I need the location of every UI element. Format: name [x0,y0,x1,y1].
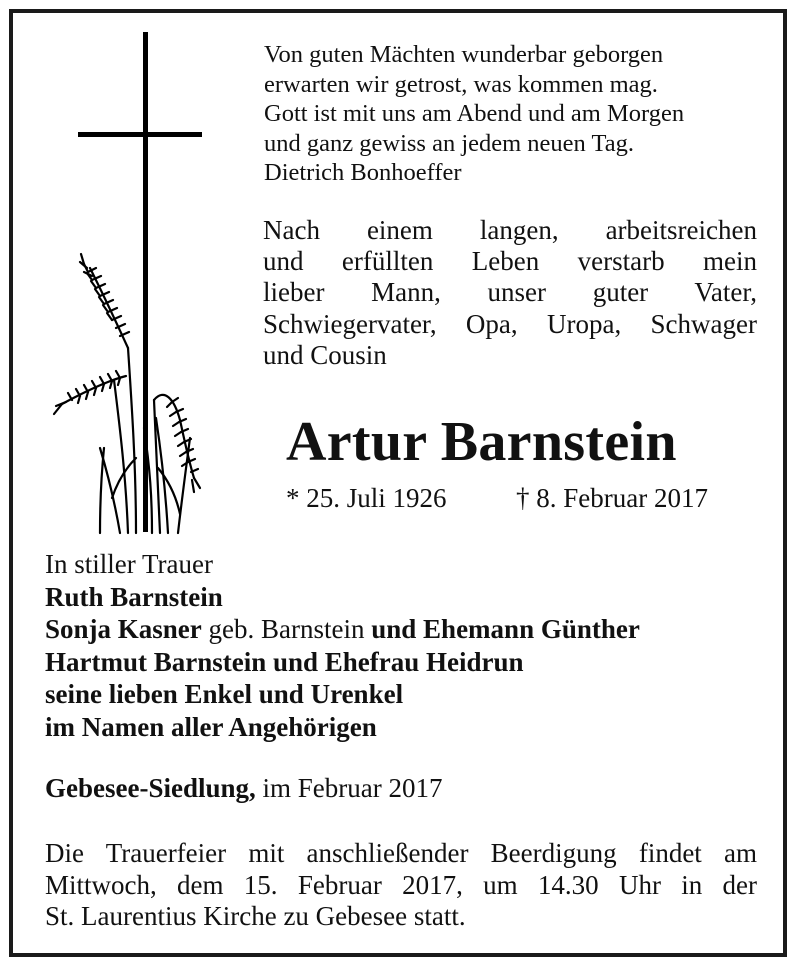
cross-and-wheat-icon [40,28,210,538]
deceased-name: Artur Barnstein [286,411,677,473]
intro-line: und Cousin [263,339,387,370]
verse-author: Dietrich Bonhoeffer [264,159,462,186]
place-date: im Februar 2017 [255,773,443,803]
bonhoeffer-verse [264,40,764,188]
mourners-list [45,548,765,743]
intro-line: und erfüllten Leben verstarb mein [263,246,757,277]
mourner-spouse: und Ehemann Günther [371,614,640,644]
mourners-heading: In stiller Trauer [45,549,213,579]
intro-line: lieber Mann, unser guter Vater, [263,277,757,308]
verse-line: Gott ist mit uns am Abend und am Morgen [264,100,685,127]
mourner-line: Ruth Barnstein [45,581,223,612]
place-and-date [45,773,443,804]
service-line: Die Trauerfeier mit anschließender Beerdigung findet am [45,838,757,868]
mourner-line: im Namen aller Angehörigen [45,711,377,742]
wheat-ears-icon [54,254,200,533]
intro-text [263,215,757,371]
verse-line: erwarten wir getrost, was kommen mag. [264,70,658,98]
mourner-line: seine lieben Enkel und Urenkel [45,679,404,709]
mourner-note: geb. Barnstein [201,614,372,644]
service-line: Mittwoch, dem 15. Februar 2017, um 14.30 Uhr in der [45,869,757,900]
intro-line: Schwiegervater, Opa, Uropa, Schwager [263,308,757,339]
intro-line: Nach einem langen, arbeitsreichen [263,215,757,245]
birth-date: * 25. Juli 1926 [286,483,447,513]
service-line: St. Laurentius Kirche zu Gebesee statt. [45,901,466,931]
place-town: Gebesee-Siedlung, [45,773,256,803]
death-date: † 8. Februar 2017 [516,483,708,513]
funeral-service-info [45,838,757,933]
verse-line: Von guten Mächten wunderbar geborgen [264,41,664,68]
mourner-name: Sonja Kasner [45,614,202,644]
mourner-line: Hartmut Barnstein und Ehefrau Heidrun [45,646,524,677]
verse-line: und ganz gewiss an jedem neuen Tag. [264,129,634,157]
mourner-line [45,613,765,646]
